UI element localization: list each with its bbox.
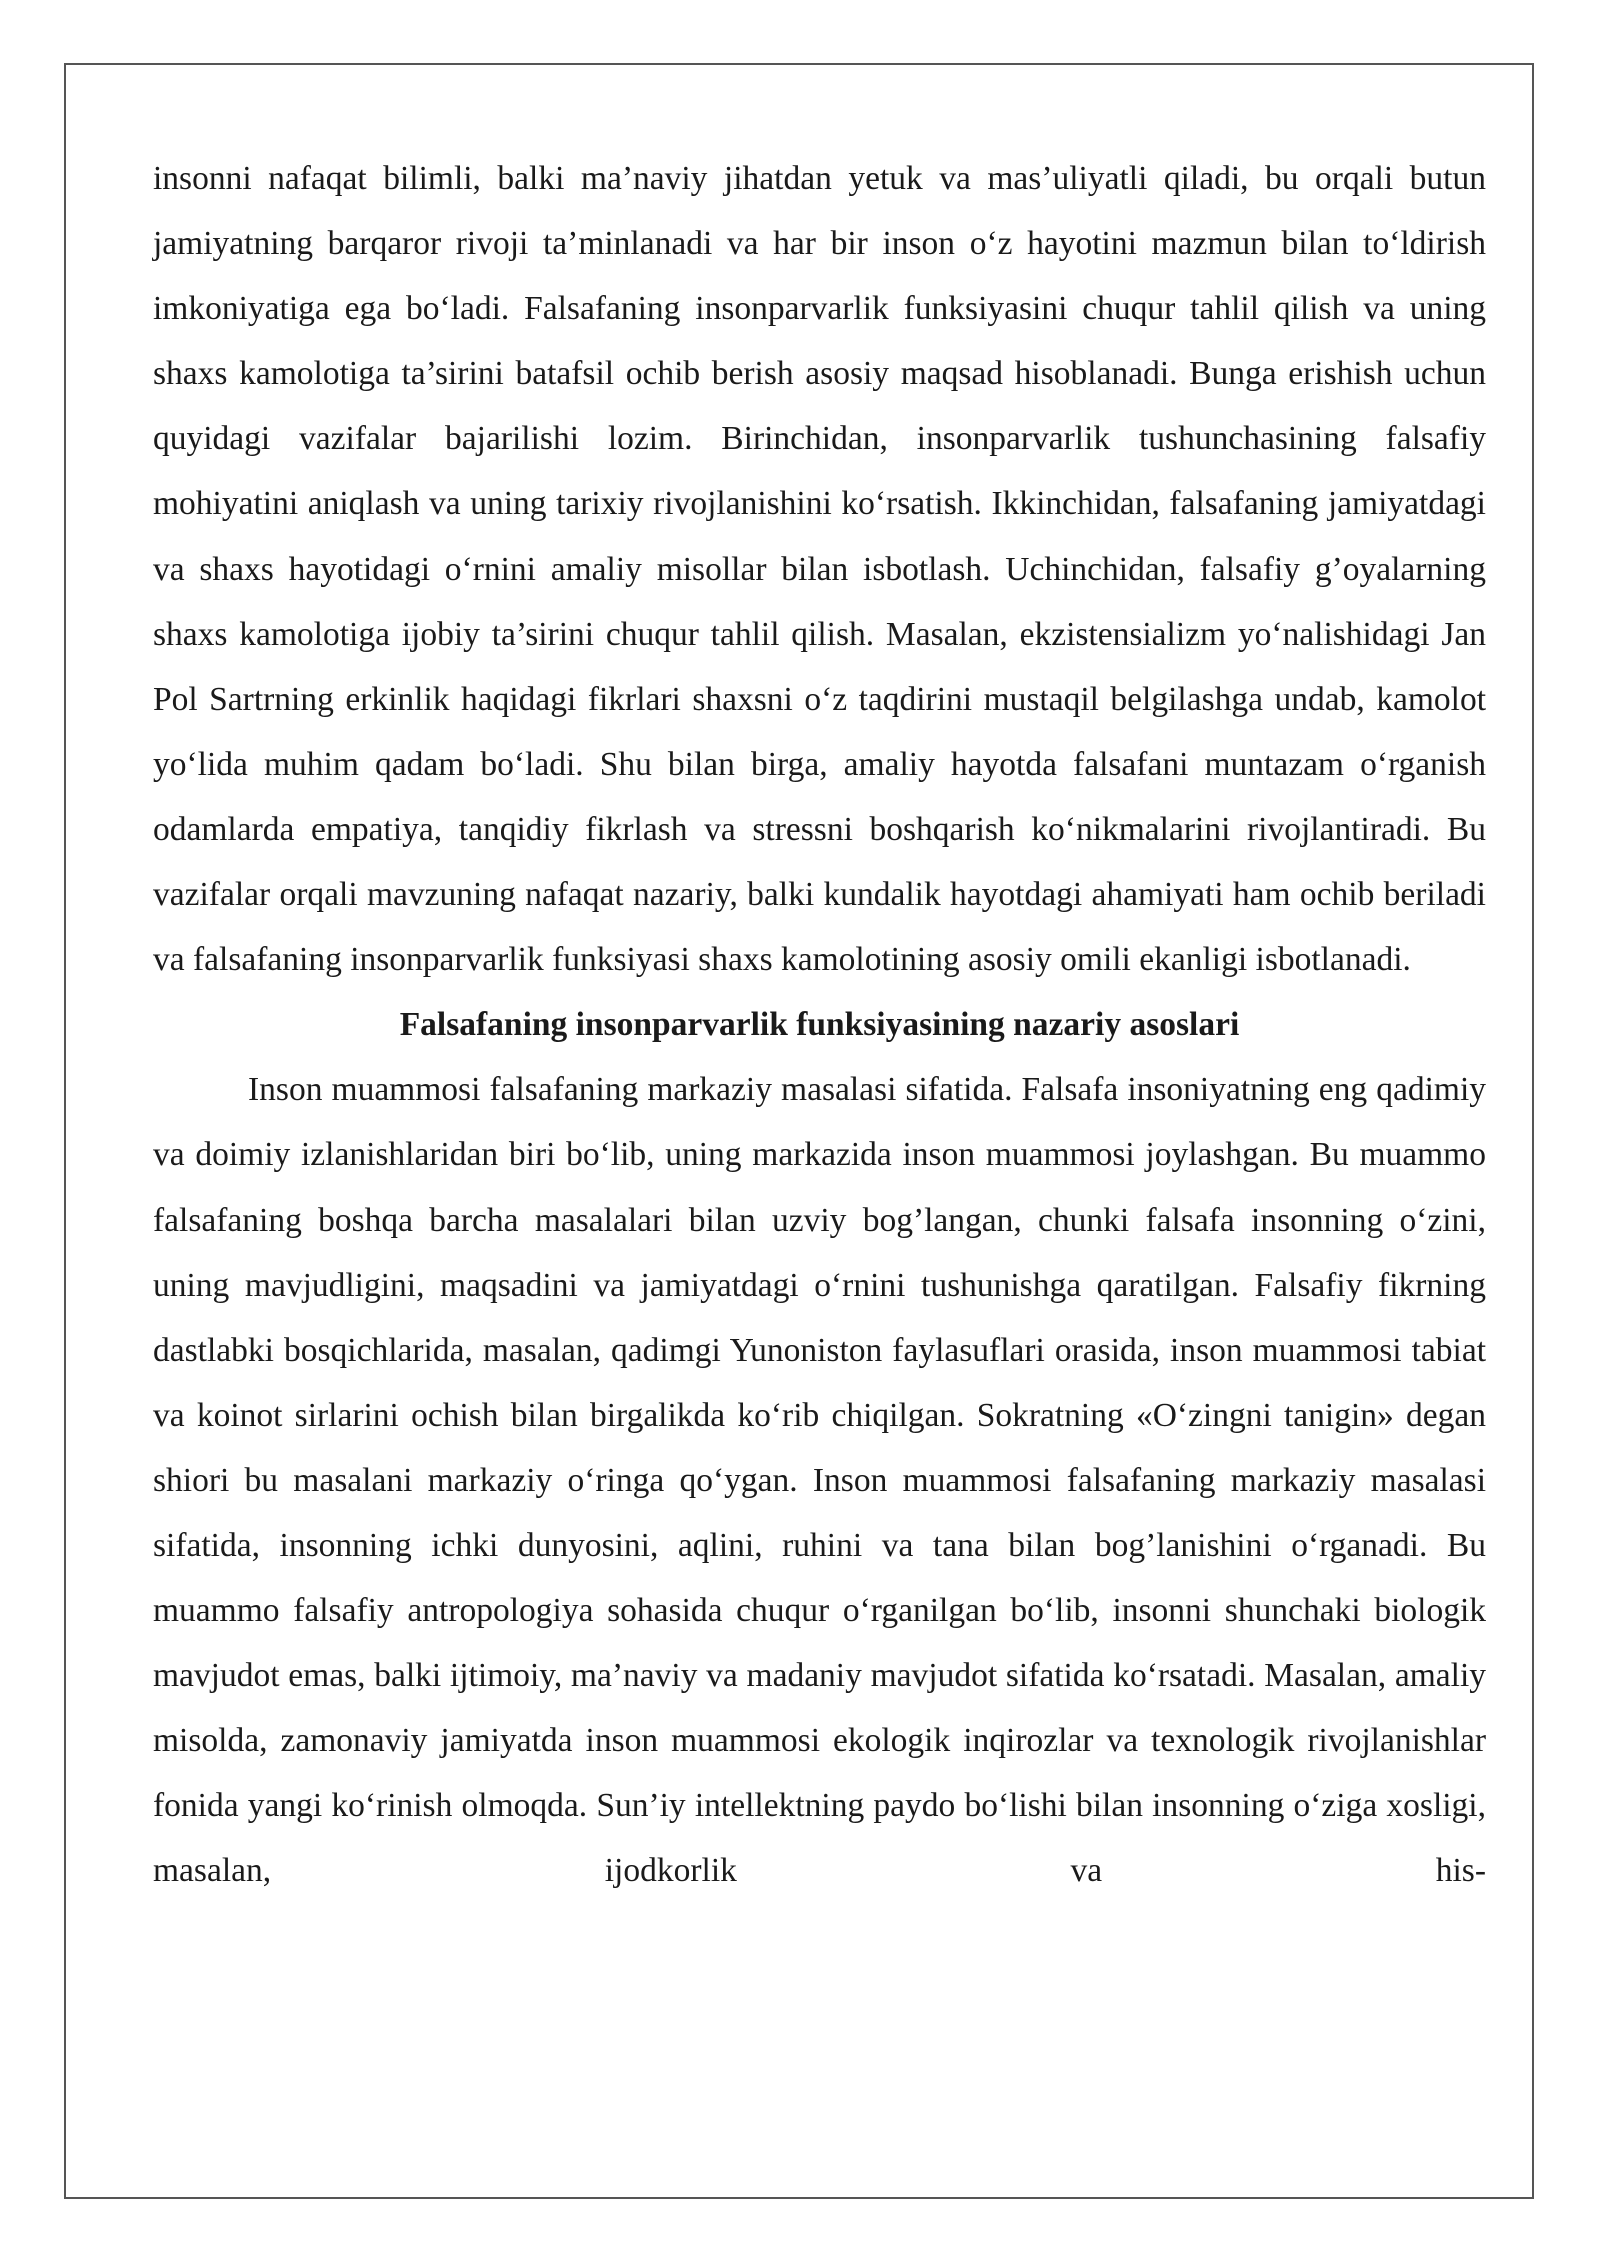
body-paragraph: Inson muammosi falsafaning markaziy masalasi sifatida. Falsafa insoniyatning eng qadimiy va doimiy izlanishlaridan biri bo‘lib, uning markazida inson muammosi joylashgan. Bu muammo falsafaning boshqa barcha masalalari bilan uzviy bog’langan, chunki falsafa insonning o‘zini, uning mavjudligini, maqsadini va jamiyatdagi o‘rnini tushunishga qaratilgan. Falsafiy fikrning dastlabki bosqichlarida, masalan, qadimgi Yunoniston faylasuflari orasida, inson muammosi tabiat va koinot sirlarini ochish bilan birgalikda ko‘rib chiqilgan. Sokratning «O‘zingni tanigin» degan shiori bu masalani markaziy o‘ringa qo‘ygan. Inson muammosi falsafaning markaziy masalasi sifatida, insonning ichki dunyosini, aqlini, ruhini va tana bilan bog’lanishini o‘rganadi. Bu muammo falsafiy antropologiya sohasida chuqur o‘rganilgan bo‘lib, insonni shunchaki biologik mavjudot emas, balki ijtimoiy, ma’naviy va madaniy mavjudot sifatida ko‘rsatadi. Masalan, amaliy misolda, zamonaviy jamiyatda inson muammosi ekologik inqirozlar va texnologik rivojlanishlar fonida yangi ko‘rinish olmoqda. Sun’iy intellektning paydo bo‘lishi bilan insonning o‘ziga xosligi, masalan, ijodkorlik va his-	[153, 1071, 1486, 1890]
body-paragraph: insonni nafaqat bilimli, balki ma’naviy jihatdan yetuk va mas’uliyatli qiladi, bu orqali butun jamiyatning barqaror rivoji ta’minlanadi va har bir inson o‘z hayotini mazmun bilan to‘ldirish imkoniyatiga ega bo‘ladi. Falsafaning insonparvarlik funksiyasini chuqur tahlil qilish va uning shaxs kamolotiga ta’sirini batafsil ochib berish asosiy maqsad hisoblanadi. Bunga erishish uchun quyidagi vazifalar bajarilishi lozim. Birinchidan, insonparvarlik tushunchasining falsafiy mohiyatini aniqlash va uning tarixiy rivojlanishini ko‘rsatish. Ikkinchidan, falsafaning jamiyatdagi va shaxs hayotidagi o‘rnini amaliy misollar bilan isbotlash. Uchinchidan, falsafiy g’oyalarning shaxs kamolotiga ijobiy ta’sirini chuqur tahlil qilish. Masalan, ekzistensializm yo‘nalishidagi Jan Pol Sartrning erkinlik haqidagi fikrlari shaxsni o‘z taqdirini mustaqil belgilashga undab, kamolot yo‘lida muhim qadam bo‘ladi. Shu bilan birga, amaliy hayotda falsafani muntazam o‘rganish odamlarda empatiya, tanqidiy fikrlash va stressni boshqarish ko‘nikmalarini rivojlantiradi. Bu vazifalar orqali mavzuning nafaqat nazariy, balki kundalik hayotdagi ahamiyati ham ochib beriladi va falsafaning insonparvarlik funksiyasi shaxs kamolotining asosiy omili ekanligi isbotlanadi.	[153, 160, 1486, 979]
section-heading: Falsafaning insonparvarlik funksiyasining nazariy asoslari	[399, 1006, 1240, 1044]
document-body	[153, 146, 1486, 1904]
